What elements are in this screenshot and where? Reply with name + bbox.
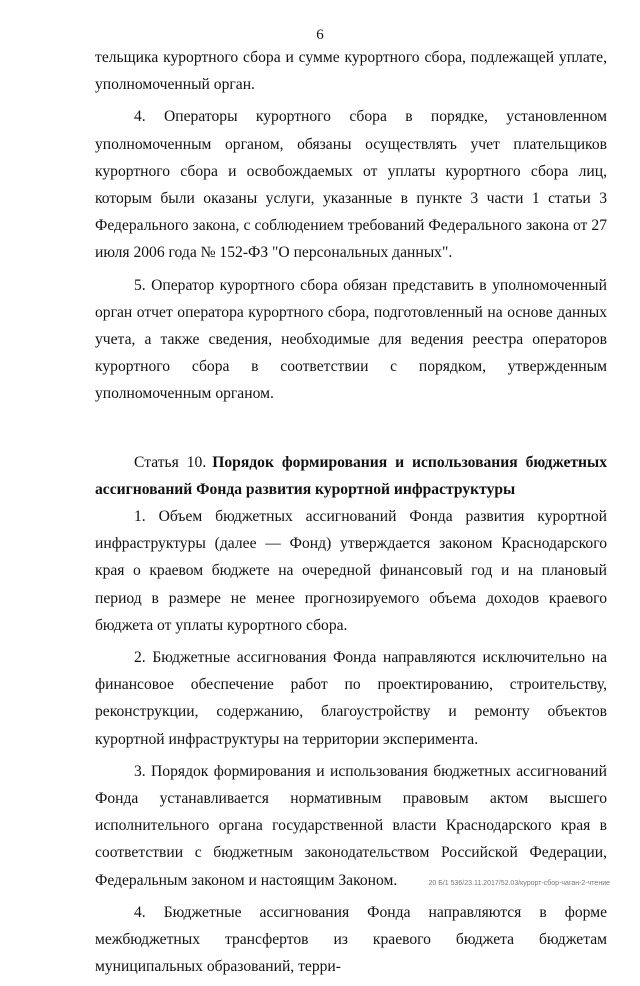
paragraph-3-fund-procedure: 3. Порядок формирования и использования бюджетных ассигнований Фонда устанавливается нормативным правовым актом высшего исполнительного органа государственной власти Краснодарского края в соответствии с бюджетным законодательством Российской Федерации, Федеральным законом и настоящим Законом.: [95, 762, 607, 889]
document-body: [95, 44, 607, 986]
paragraph-2-fund-purpose: 2. Бюджетные ассигнования Фонда направляются исключительно на финансовое обеспечение работ по проектированию, строительству, реконструкции, содержанию, благоустройству и ремонту объектов курортной инфраструктуры на территории эксперимента.: [95, 649, 607, 748]
page-number: 6: [316, 27, 324, 43]
article-title: Порядок формирования и использования бюджетных ассигнований Фонда развития курортной инфраструктуры: [95, 453, 607, 498]
article-label: Статья 10.: [134, 453, 207, 471]
paragraph-5-operator-report: 5. Оператор курортного сбора обязан представить в уполномоченный орган отчет оператора курортного сбора, подготовленный на основе данных учета, а также сведения, необходимые для ведения реестра операторов курортного сбора в соответствии с порядком, утвержденным уполномоченным органом.: [95, 276, 607, 403]
paragraph-4-fund-transfers: 4. Бюджетные ассигнования Фонда направляются в форме межбюджетных трансфертов из краевого бюджета бюджетам муниципальных образований, терри-: [95, 903, 607, 976]
section-spacer: [95, 413, 607, 449]
article-heading: [95, 449, 607, 503]
paragraph-1-fund-volume: 1. Объем бюджетных ассигнований Фонда развития курортной инфраструктуры (далее — Фонд) утверждается законом Краснодарского края о краевом бюджете на очередной финансовый год и на плановый период в размере не менее прогнозируемого объема доходов краевого бюджета от уплаты курортного сбора.: [95, 508, 607, 634]
document-footer-code: 20 Б/1 536/23.11.2017/52.03/курорт-сбор-чаган-2-чтение: [428, 880, 610, 887]
paragraph-continuation: тельщика курортного сбора и сумме курортного сбора, подлежащей уплате, уполномоченный орган.: [95, 49, 607, 94]
paragraph-4-operators: 4. Операторы курортного сбора в порядке, установленном уполномоченным органом, обязаны осуществлять учет плательщиков курортного сбора и освобождаемых от уплаты курортного сбора лиц, которым были оказаны услуги, указанные в пункте 3 части 1 статьи 3 Федерального закона, с соблюдением требований Федерального закона от 27 июля 2006 года № 152-ФЗ "О персональных данных".: [95, 108, 607, 262]
